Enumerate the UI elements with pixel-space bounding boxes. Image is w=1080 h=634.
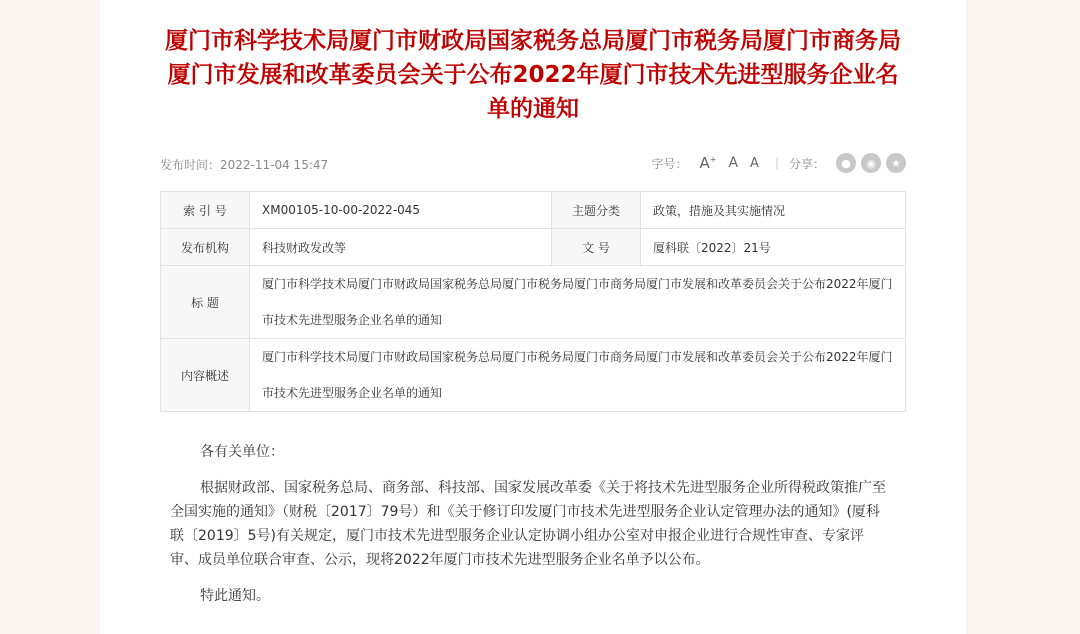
issuer-label: 发布机构 — [161, 229, 250, 266]
font-size-label: 字号： — [651, 156, 688, 171]
issuer-value: 科技财政发改等 — [250, 229, 552, 266]
table-row — [161, 229, 906, 266]
body-paragraph: 根据财政部、国家税务总局、商务部、科技部、国家发展改革委《关于将技术先进型服务企业所得税政策推广至全国实施的通知》（财税〔2017〕79号）和《关于修订印发厦门市技术先进型服务企业认定管理办法的通知》(厦科联〔2019〕5号)有关规定，厦门市技术先进型服务企业认定协调小组办公室对申报企业进行合规性审查、专家评审、成员单位联合审查、公示，现将2022年厦门市技术先进型服务企业名单予以公布。 — [170, 480, 886, 568]
publish-date: 发布时间：2022-11-04 15:47 — [160, 158, 329, 172]
category-value: 政策，措施及其实施情况 — [641, 192, 906, 229]
summary-label: 内容概述 — [161, 339, 250, 412]
table-row — [161, 192, 906, 229]
article-card — [100, 0, 966, 634]
docno-label: 文 号 — [552, 229, 641, 266]
share-label: 分享： — [788, 156, 825, 171]
summary-value: 厦门市科学技术局厦门市财政局国家税务总局厦门市税务局厦门市商务局厦门市发展和改革委员会关于公布2022年厦门市技术先进型服务企业名单的通知 — [250, 339, 906, 412]
font-large-button[interactable]: A+ — [699, 154, 717, 172]
article-tools — [651, 153, 906, 173]
article-meta — [160, 153, 906, 175]
divider: | — [774, 156, 779, 170]
closing: 特此通知。 — [200, 588, 270, 604]
weibo-icon[interactable]: ◉ — [861, 153, 881, 173]
index-value: XM00105-10-00-2022-045 — [250, 192, 552, 229]
table-row — [161, 266, 906, 339]
page-title: 厦门市科学技术局厦门市财政局国家税务总局厦门市税务局厦门市商务局厦门市发展和改革委员会关于公布2022年厦门市技术先进型服务企业名单的通知 — [165, 28, 901, 122]
article-body — [170, 440, 886, 608]
title-value: 厦门市科学技术局厦门市财政局国家税务总局厦门市税务局厦门市商务局厦门市发展和改革委员会关于公布2022年厦门市技术先进型服务企业名单的通知 — [250, 266, 906, 339]
title-label: 标 题 — [161, 266, 250, 339]
table-row — [161, 339, 906, 412]
greeting: 各有关单位： — [200, 444, 284, 460]
index-label: 索 引 号 — [161, 192, 250, 229]
font-small-button[interactable]: A — [750, 155, 759, 171]
info-table — [160, 191, 906, 412]
wechat-icon[interactable]: ● — [836, 153, 856, 173]
favorite-icon[interactable]: ★ — [886, 153, 906, 173]
docno-value: 厦科联〔2022〕21号 — [641, 229, 906, 266]
font-medium-button[interactable]: A — [728, 155, 739, 171]
category-label: 主题分类 — [552, 192, 641, 229]
